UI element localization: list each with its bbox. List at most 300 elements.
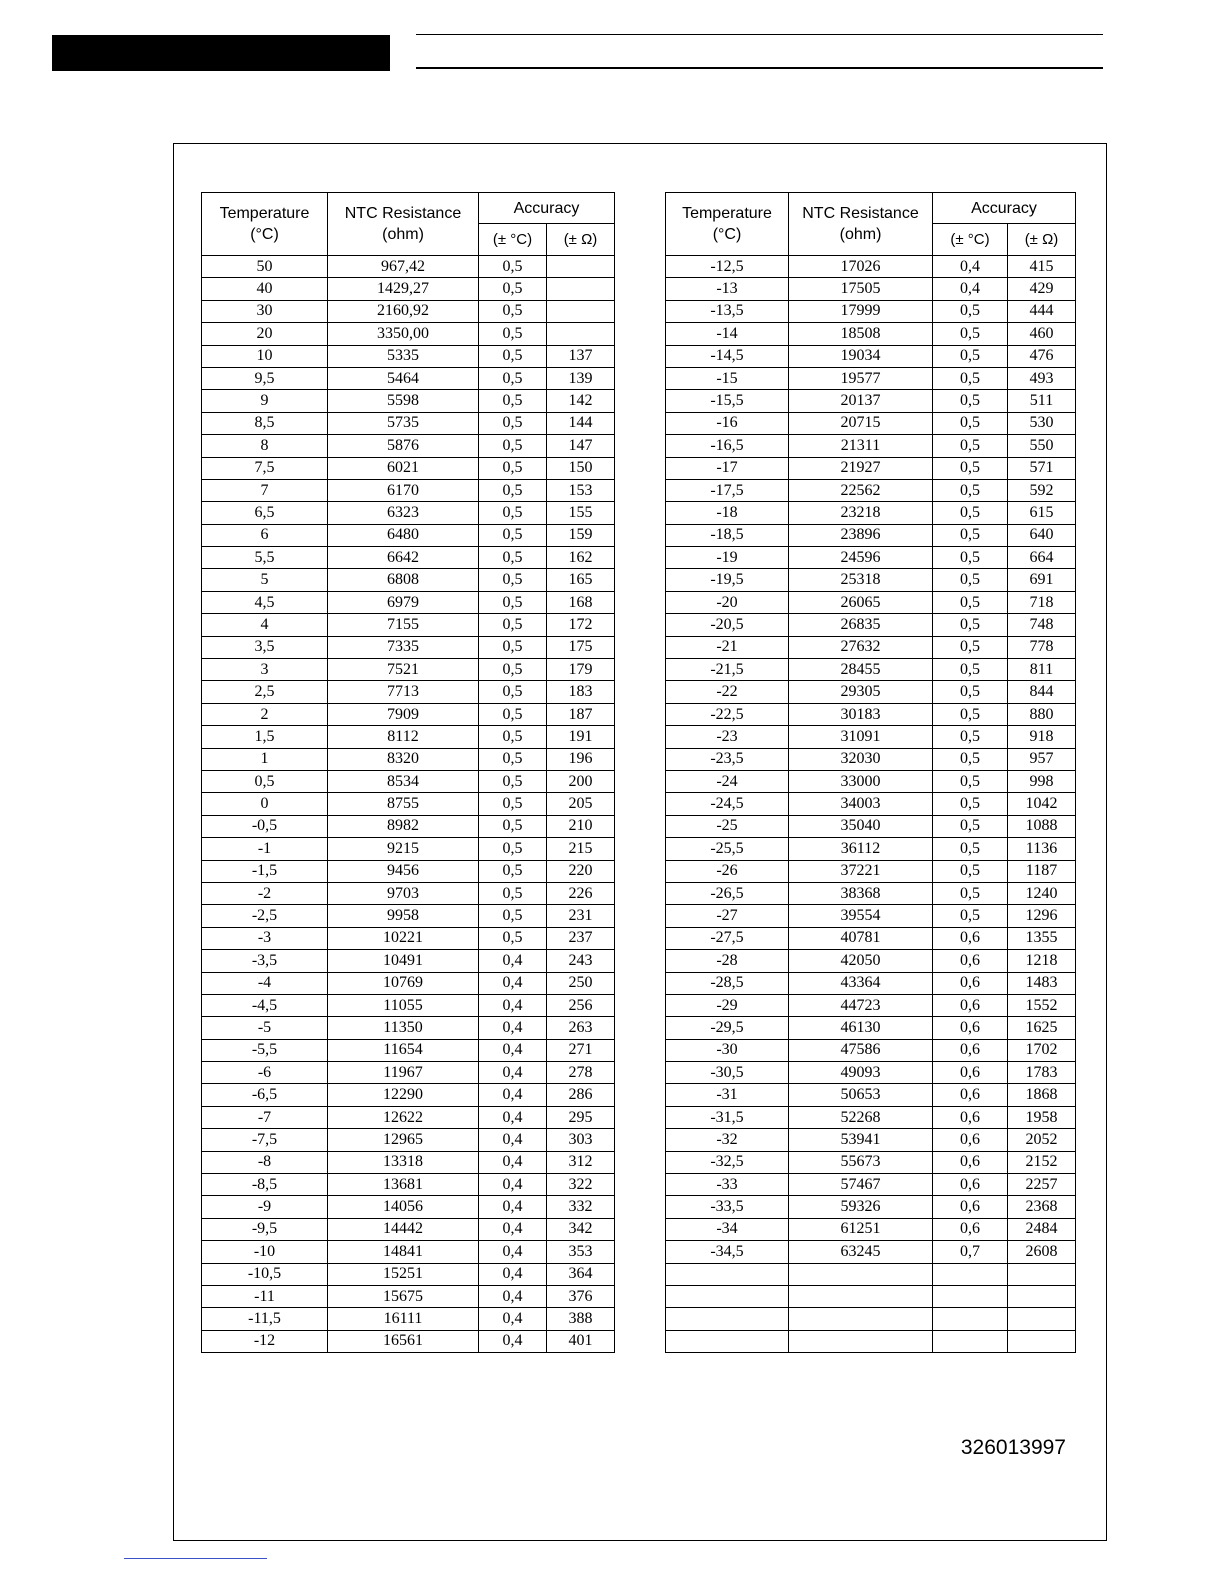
resistance-cell: 21311 [789,435,933,457]
accuracy-celsius-cell: 0,5 [933,748,1008,770]
table-row [666,950,1076,972]
accuracy-ohm-cell: 1088 [1008,815,1076,837]
resistance-cell: 24596 [789,547,933,569]
table-row [202,1039,615,1061]
table-row [202,994,615,1016]
accuracy-ohm-cell: 1483 [1008,972,1076,994]
table-row [666,1218,1076,1240]
resistance-cell [789,1285,933,1307]
accuracy-celsius-cell: 0,6 [933,1151,1008,1173]
table-row [666,435,1076,457]
accuracy-celsius-cell: 0,5 [933,838,1008,860]
accuracy-celsius-cell: 0,5 [933,770,1008,792]
temperature-cell: -10 [202,1241,328,1263]
resistance-cell: 6170 [328,479,479,501]
resistance-cell: 21927 [789,457,933,479]
resistance-cell: 20715 [789,412,933,434]
temperature-cell: 1,5 [202,726,328,748]
accuracy-ohm-cell: 2368 [1008,1196,1076,1218]
accuracy-celsius-cell: 0,4 [479,1241,547,1263]
table-row [202,435,615,457]
resistance-cell: 28455 [789,659,933,681]
accuracy-celsius-cell: 0,5 [479,457,547,479]
table-row [202,457,615,479]
header-temperature-unit: (°C) [712,226,742,243]
temperature-cell: -12 [202,1330,328,1352]
resistance-cell: 6480 [328,524,479,546]
accuracy-celsius-cell: 0,5 [479,323,547,345]
table-row [666,524,1076,546]
temperature-cell: -28 [666,950,789,972]
resistance-cell: 36112 [789,838,933,860]
table-row [202,882,615,904]
accuracy-ohm-cell: 1552 [1008,994,1076,1016]
table-row [202,1196,615,1218]
accuracy-ohm-cell: 159 [547,524,615,546]
resistance-cell: 12290 [328,1084,479,1106]
table-row [666,457,1076,479]
accuracy-ohm-cell: 142 [547,390,615,412]
table-row [666,1263,1076,1285]
temperature-cell: -21,5 [666,659,789,681]
resistance-cell: 6323 [328,502,479,524]
temperature-cell: -19,5 [666,569,789,591]
resistance-cell: 16111 [328,1308,479,1330]
accuracy-ohm-cell: 998 [1008,770,1076,792]
accuracy-ohm-cell: 172 [547,614,615,636]
resistance-cell [789,1330,933,1352]
temperature-cell: -2,5 [202,905,328,927]
temperature-cell: 2 [202,703,328,725]
accuracy-ohm-cell: 844 [1008,681,1076,703]
resistance-cell [789,1308,933,1330]
table-row [202,614,615,636]
accuracy-ohm-cell: 226 [547,882,615,904]
resistance-cell: 15251 [328,1263,479,1285]
footer-link-underline [124,1558,267,1559]
accuracy-ohm-cell: 376 [547,1285,615,1307]
temperature-cell: -28,5 [666,972,789,994]
table-row [202,524,615,546]
accuracy-ohm-cell: 322 [547,1174,615,1196]
accuracy-ohm-cell: 286 [547,1084,615,1106]
accuracy-ohm-cell: 2484 [1008,1218,1076,1240]
table-row [202,748,615,770]
table-row [202,1218,615,1240]
accuracy-ohm-cell: 1702 [1008,1039,1076,1061]
resistance-cell: 2160,92 [328,300,479,322]
temperature-cell: 7,5 [202,457,328,479]
accuracy-celsius-cell: 0,6 [933,1084,1008,1106]
accuracy-celsius-cell: 0,7 [933,1241,1008,1263]
resistance-cell: 50653 [789,1084,933,1106]
header-resistance-unit: (ohm) [382,226,424,243]
temperature-cell: -10,5 [202,1263,328,1285]
accuracy-ohm-cell: 196 [547,748,615,770]
resistance-cell: 46130 [789,1017,933,1039]
temperature-cell: -27,5 [666,927,789,949]
accuracy-celsius-cell: 0,4 [479,994,547,1016]
temperature-cell: -18,5 [666,524,789,546]
resistance-cell: 29305 [789,681,933,703]
resistance-cell: 9456 [328,860,479,882]
table-row [202,1062,615,1084]
accuracy-celsius-cell: 0,5 [933,479,1008,501]
table-row [202,838,615,860]
temperature-cell: -26 [666,860,789,882]
header-temperature-label: Temperature [219,205,310,222]
accuracy-celsius-cell: 0,4 [479,1285,547,1307]
accuracy-celsius-cell: 0,5 [479,591,547,613]
ntc-table-left [201,192,615,1353]
resistance-cell: 52268 [789,1106,933,1128]
table-row [202,1017,615,1039]
accuracy-celsius-cell: 0,5 [479,278,547,300]
accuracy-celsius-cell: 0,5 [933,703,1008,725]
header-rule-bottom [416,67,1103,69]
table-row [666,367,1076,389]
resistance-cell: 43364 [789,972,933,994]
table-row [666,636,1076,658]
resistance-cell: 40781 [789,927,933,949]
accuracy-celsius-cell: 0,5 [479,770,547,792]
accuracy-celsius-cell: 0,6 [933,1017,1008,1039]
resistance-cell: 27632 [789,636,933,658]
resistance-cell: 33000 [789,770,933,792]
table-row [666,479,1076,501]
accuracy-celsius-cell: 0,5 [479,815,547,837]
accuracy-celsius-cell: 0,4 [479,1017,547,1039]
table-row [202,345,615,367]
resistance-cell: 19577 [789,367,933,389]
accuracy-ohm-cell: 231 [547,905,615,927]
accuracy-ohm-cell: 364 [547,1263,615,1285]
header-resistance [789,193,933,256]
table-row [202,1308,615,1330]
table-row [202,591,615,613]
resistance-cell: 34003 [789,793,933,815]
resistance-cell [789,1263,933,1285]
temperature-cell: -13 [666,278,789,300]
accuracy-ohm-cell: 215 [547,838,615,860]
table-row [666,838,1076,860]
table-row [202,1084,615,1106]
table-row [666,1084,1076,1106]
temperature-cell: -20 [666,591,789,613]
accuracy-ohm-cell: 664 [1008,547,1076,569]
table-row [666,793,1076,815]
accuracy-ohm-cell: 137 [547,345,615,367]
temperature-cell: -8,5 [202,1174,328,1196]
temperature-cell: -21 [666,636,789,658]
temperature-cell: -19 [666,547,789,569]
accuracy-ohm-cell [1008,1330,1076,1352]
table-row [202,256,615,278]
table-row [666,1196,1076,1218]
accuracy-ohm-cell: 1355 [1008,927,1076,949]
temperature-cell: -7,5 [202,1129,328,1151]
accuracy-celsius-cell: 0,4 [933,278,1008,300]
resistance-cell: 5735 [328,412,479,434]
temperature-cell: -4,5 [202,994,328,1016]
accuracy-celsius-cell: 0,5 [933,614,1008,636]
table-row [202,300,615,322]
table-row [202,1241,615,1263]
header-black-bar [52,35,390,71]
temperature-cell: -11 [202,1285,328,1307]
temperature-cell: 9,5 [202,367,328,389]
temperature-cell: -31,5 [666,1106,789,1128]
accuracy-ohm-cell: 250 [547,972,615,994]
resistance-cell: 15675 [328,1285,479,1307]
resistance-cell: 22562 [789,479,933,501]
accuracy-ohm-cell: 342 [547,1218,615,1240]
accuracy-celsius-cell: 0,5 [933,681,1008,703]
resistance-cell: 9703 [328,882,479,904]
table-row [202,502,615,524]
table-row [666,1129,1076,1151]
accuracy-celsius-cell: 0,6 [933,1129,1008,1151]
accuracy-ohm-cell: 530 [1008,412,1076,434]
accuracy-ohm-cell: 144 [547,412,615,434]
table-row [666,323,1076,345]
header-resistance-unit: (ohm) [839,226,882,243]
accuracy-ohm-cell: 511 [1008,390,1076,412]
accuracy-celsius-cell: 0,4 [479,1263,547,1285]
resistance-cell: 23218 [789,502,933,524]
accuracy-celsius-cell: 0,6 [933,1174,1008,1196]
accuracy-ohm-cell: 179 [547,659,615,681]
temperature-cell: 3 [202,659,328,681]
table-row [666,390,1076,412]
accuracy-celsius-cell: 0,5 [479,569,547,591]
accuracy-ohm-cell: 200 [547,770,615,792]
resistance-cell: 38368 [789,882,933,904]
accuracy-celsius-cell: 0,5 [933,323,1008,345]
accuracy-ohm-cell: 778 [1008,636,1076,658]
temperature-cell: -30 [666,1039,789,1061]
table-row [666,726,1076,748]
resistance-cell: 8112 [328,726,479,748]
accuracy-ohm-cell: 1187 [1008,860,1076,882]
accuracy-ohm-cell: 165 [547,569,615,591]
accuracy-celsius-cell: 0,4 [479,1151,547,1173]
accuracy-celsius-cell: 0,5 [933,345,1008,367]
resistance-cell: 10491 [328,950,479,972]
accuracy-celsius-cell: 0,4 [479,1106,547,1128]
table-row [202,770,615,792]
table-row [666,1151,1076,1173]
resistance-cell: 11350 [328,1017,479,1039]
accuracy-ohm-cell: 401 [547,1330,615,1352]
accuracy-ohm-cell: 220 [547,860,615,882]
accuracy-ohm-cell: 718 [1008,591,1076,613]
temperature-cell [666,1285,789,1307]
temperature-cell: -11,5 [202,1308,328,1330]
accuracy-celsius-cell: 0,5 [933,367,1008,389]
accuracy-celsius-cell: 0,5 [933,793,1008,815]
header-accuracy-ohm: (± Ω) [547,224,615,256]
resistance-cell: 12965 [328,1129,479,1151]
accuracy-celsius-cell: 0,5 [933,435,1008,457]
accuracy-celsius-cell: 0,5 [479,927,547,949]
accuracy-celsius-cell: 0,4 [479,1308,547,1330]
table-row [202,905,615,927]
accuracy-ohm-cell: 263 [547,1017,615,1039]
header-rule-top [416,34,1103,35]
resistance-cell: 6808 [328,569,479,591]
accuracy-celsius-cell: 0,4 [479,1129,547,1151]
accuracy-celsius-cell: 0,4 [479,1196,547,1218]
accuracy-ohm-cell: 550 [1008,435,1076,457]
table-row [202,950,615,972]
header-resistance [328,193,479,256]
accuracy-ohm-cell: 1625 [1008,1017,1076,1039]
accuracy-ohm-cell [1008,1308,1076,1330]
table-row [666,815,1076,837]
temperature-cell: -3,5 [202,950,328,972]
resistance-cell: 6021 [328,457,479,479]
accuracy-ohm-cell: 139 [547,367,615,389]
resistance-cell: 42050 [789,950,933,972]
accuracy-celsius-cell: 0,4 [479,1039,547,1061]
temperature-cell: -4 [202,972,328,994]
table-row [666,591,1076,613]
table-row [202,278,615,300]
accuracy-ohm-cell: 476 [1008,345,1076,367]
resistance-cell: 61251 [789,1218,933,1240]
table-row [666,703,1076,725]
table-row [666,614,1076,636]
accuracy-celsius-cell: 0,5 [479,905,547,927]
accuracy-ohm-cell: 460 [1008,323,1076,345]
accuracy-celsius-cell: 0,4 [933,256,1008,278]
resistance-cell: 47586 [789,1039,933,1061]
table-row [666,882,1076,904]
temperature-cell: -24,5 [666,793,789,815]
accuracy-ohm-cell: 237 [547,927,615,949]
resistance-cell: 13681 [328,1174,479,1196]
resistance-cell: 57467 [789,1174,933,1196]
accuracy-ohm-cell: 957 [1008,748,1076,770]
temperature-cell: -12,5 [666,256,789,278]
accuracy-celsius-cell: 0,5 [933,412,1008,434]
temperature-cell: -30,5 [666,1062,789,1084]
temperature-cell: -0,5 [202,815,328,837]
temperature-cell: -23 [666,726,789,748]
accuracy-ohm-cell: 278 [547,1062,615,1084]
accuracy-ohm-cell: 187 [547,703,615,725]
resistance-cell: 16561 [328,1330,479,1352]
accuracy-celsius-cell: 0,5 [479,681,547,703]
accuracy-celsius-cell: 0,4 [479,1218,547,1240]
resistance-cell: 17999 [789,300,933,322]
resistance-cell: 37221 [789,860,933,882]
table-row [666,927,1076,949]
table-row [202,547,615,569]
accuracy-ohm-cell: 571 [1008,457,1076,479]
resistance-cell: 9958 [328,905,479,927]
accuracy-ohm-cell: 918 [1008,726,1076,748]
temperature-cell: -1 [202,838,328,860]
temperature-cell: -33,5 [666,1196,789,1218]
table-row [666,1062,1076,1084]
table-row [666,547,1076,569]
resistance-cell: 30183 [789,703,933,725]
table-row [202,927,615,949]
temperature-cell: -9,5 [202,1218,328,1240]
resistance-cell: 59326 [789,1196,933,1218]
header-temperature [666,193,789,256]
accuracy-celsius-cell: 0,6 [933,1062,1008,1084]
accuracy-celsius-cell: 0,5 [479,412,547,434]
table-row [666,1039,1076,1061]
temperature-cell [666,1263,789,1285]
resistance-cell: 26065 [789,591,933,613]
temperature-cell: 5,5 [202,547,328,569]
accuracy-ohm-cell: 415 [1008,256,1076,278]
accuracy-celsius-cell: 0,4 [479,972,547,994]
accuracy-ohm-cell [547,323,615,345]
resistance-cell: 11967 [328,1062,479,1084]
resistance-cell: 53941 [789,1129,933,1151]
table-row [202,659,615,681]
accuracy-celsius-cell: 0,5 [479,748,547,770]
temperature-cell: -15,5 [666,390,789,412]
temperature-cell: 30 [202,300,328,322]
accuracy-ohm-cell: 493 [1008,367,1076,389]
accuracy-celsius-cell: 0,5 [479,390,547,412]
resistance-cell: 10221 [328,927,479,949]
temperature-cell: -2 [202,882,328,904]
resistance-cell: 7713 [328,681,479,703]
temperature-cell: -34,5 [666,1241,789,1263]
accuracy-celsius-cell: 0,4 [479,950,547,972]
accuracy-celsius-cell: 0,5 [933,636,1008,658]
accuracy-ohm-cell: 2052 [1008,1129,1076,1151]
accuracy-celsius-cell: 0,5 [933,905,1008,927]
accuracy-celsius-cell: 0,5 [933,300,1008,322]
temperature-cell: -16,5 [666,435,789,457]
accuracy-ohm-cell: 162 [547,547,615,569]
accuracy-ohm-cell: 2608 [1008,1241,1076,1263]
resistance-cell: 8320 [328,748,479,770]
resistance-cell: 5876 [328,435,479,457]
resistance-cell: 7521 [328,659,479,681]
resistance-cell: 8755 [328,793,479,815]
accuracy-celsius-cell [933,1308,1008,1330]
accuracy-ohm-cell: 748 [1008,614,1076,636]
table-row [202,726,615,748]
accuracy-celsius-cell: 0,6 [933,927,1008,949]
accuracy-celsius-cell: 0,5 [933,659,1008,681]
resistance-cell: 8534 [328,770,479,792]
temperature-cell: -32 [666,1129,789,1151]
accuracy-celsius-cell: 0,5 [479,502,547,524]
accuracy-celsius-cell: 0,5 [479,435,547,457]
accuracy-celsius-cell: 0,5 [479,838,547,860]
accuracy-celsius-cell: 0,6 [933,1196,1008,1218]
accuracy-celsius-cell: 0,4 [479,1174,547,1196]
header-accuracy-celsius: (± °C) [933,224,1008,256]
resistance-cell: 9215 [328,838,479,860]
resistance-cell: 20137 [789,390,933,412]
temperature-cell: -9 [202,1196,328,1218]
table-row [202,703,615,725]
accuracy-ohm-cell: 640 [1008,524,1076,546]
temperature-cell: 7 [202,479,328,501]
resistance-cell: 6979 [328,591,479,613]
